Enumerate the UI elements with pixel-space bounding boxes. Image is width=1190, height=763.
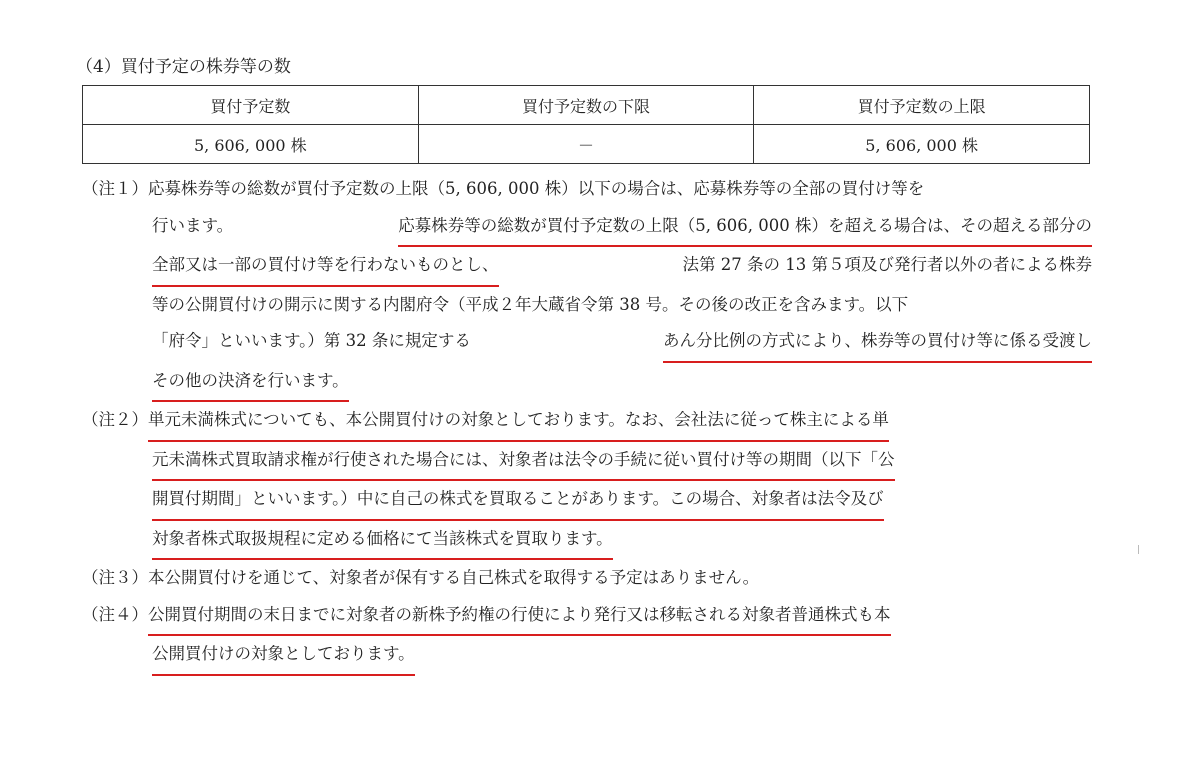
note-line [152, 636, 1092, 676]
underlined-text: 応募株券等の総数が買付予定数の上限（5, 606, 000 株）を超える場合は、その超える部分の [398, 208, 1092, 248]
value-minimum: － [418, 125, 754, 164]
note-line [148, 402, 1092, 442]
underlined-text: あん分比例の方式により、株券等の買付け等に係る受渡し [663, 323, 1092, 363]
header-planned-purchase: 買付予定数 [83, 86, 419, 125]
note-label: （注３） [82, 568, 148, 587]
note-line [148, 560, 1092, 597]
note-line [152, 247, 1092, 287]
underlined-text: 開買付期間」といいます。）中に自己の株式を買取ることがあります。この場合、対象者は法令及び [152, 481, 884, 521]
header-minimum: 買付予定数の下限 [418, 86, 754, 125]
text-segment: 応募株券等の総数が買付予定数の上限（5, 606, 000 株）以下の場合は、応募株券等の全部の買付け等を [148, 179, 925, 198]
note-2 [82, 402, 1092, 560]
scan-mark [1138, 545, 1139, 554]
underlined-text: その他の決済を行います。 [152, 363, 349, 403]
table-value-row [83, 125, 1090, 164]
text-segment: 行います。 [152, 215, 234, 235]
note-3 [82, 560, 1092, 597]
value-maximum: 5, 606, 000 株 [754, 125, 1090, 164]
note-4 [82, 597, 1092, 676]
header-maximum: 買付予定数の上限 [754, 86, 1090, 125]
note-line [152, 442, 1092, 482]
underlined-text: 対象者株式取扱規程に定める価格にて当該株式を買取ります。 [152, 521, 613, 561]
shares-table [82, 85, 1090, 164]
note-label: （注１） [82, 179, 148, 198]
text-segment: 法第 27 条の 13 第５項及び発行者以外の者による株券 [682, 255, 1092, 274]
note-label: （注２） [82, 410, 148, 429]
note-line [148, 597, 1092, 637]
table-header-row [83, 86, 1090, 125]
note-line [148, 171, 1092, 208]
text-segment: 「府令」といいます。）第 32 条に規定する [152, 331, 471, 350]
text-segment: 等の公開買付けの開示に関する内閣府令（平成２年大蔵省令第 38 号。その後の改正を含みます。以下 [152, 294, 909, 314]
note-body [148, 597, 1092, 676]
note-body [148, 171, 1092, 402]
notes-list [82, 171, 1092, 676]
note-label: （注４） [82, 604, 148, 624]
note-1 [82, 171, 1092, 402]
underlined-text: 元未満株式買取請求権が行使された場合には、対象者は法令の手続に従い買付け等の期間（以下「公 [152, 442, 895, 482]
note-line [152, 481, 1092, 521]
underlined-text: 全部又は一部の買付け等を行わないものとし、 [152, 247, 499, 287]
underlined-text: 公開買付けの対象としております。 [152, 636, 415, 676]
note-line [152, 363, 1092, 403]
note-body [148, 560, 1092, 597]
note-line [152, 521, 1092, 561]
text-segment: 本公開買付けを通じて、対象者が保有する自己株式を取得する予定はありません。 [148, 568, 760, 587]
note-line [152, 287, 1092, 324]
note-line [152, 208, 1092, 248]
note-body [148, 402, 1092, 560]
note-line [152, 323, 1092, 363]
underlined-text: 単元未満株式についても、本公開買付けの対象としております。なお、会社法に従って株主による単 [148, 402, 889, 442]
value-planned-purchase: 5, 606, 000 株 [83, 125, 419, 164]
section-heading: （4）買付予定の株券等の数 [76, 57, 291, 77]
underlined-text: 公開買付期間の末日までに対象者の新株予約権の行使により発行又は移転される対象者普通株式も本 [148, 597, 891, 637]
